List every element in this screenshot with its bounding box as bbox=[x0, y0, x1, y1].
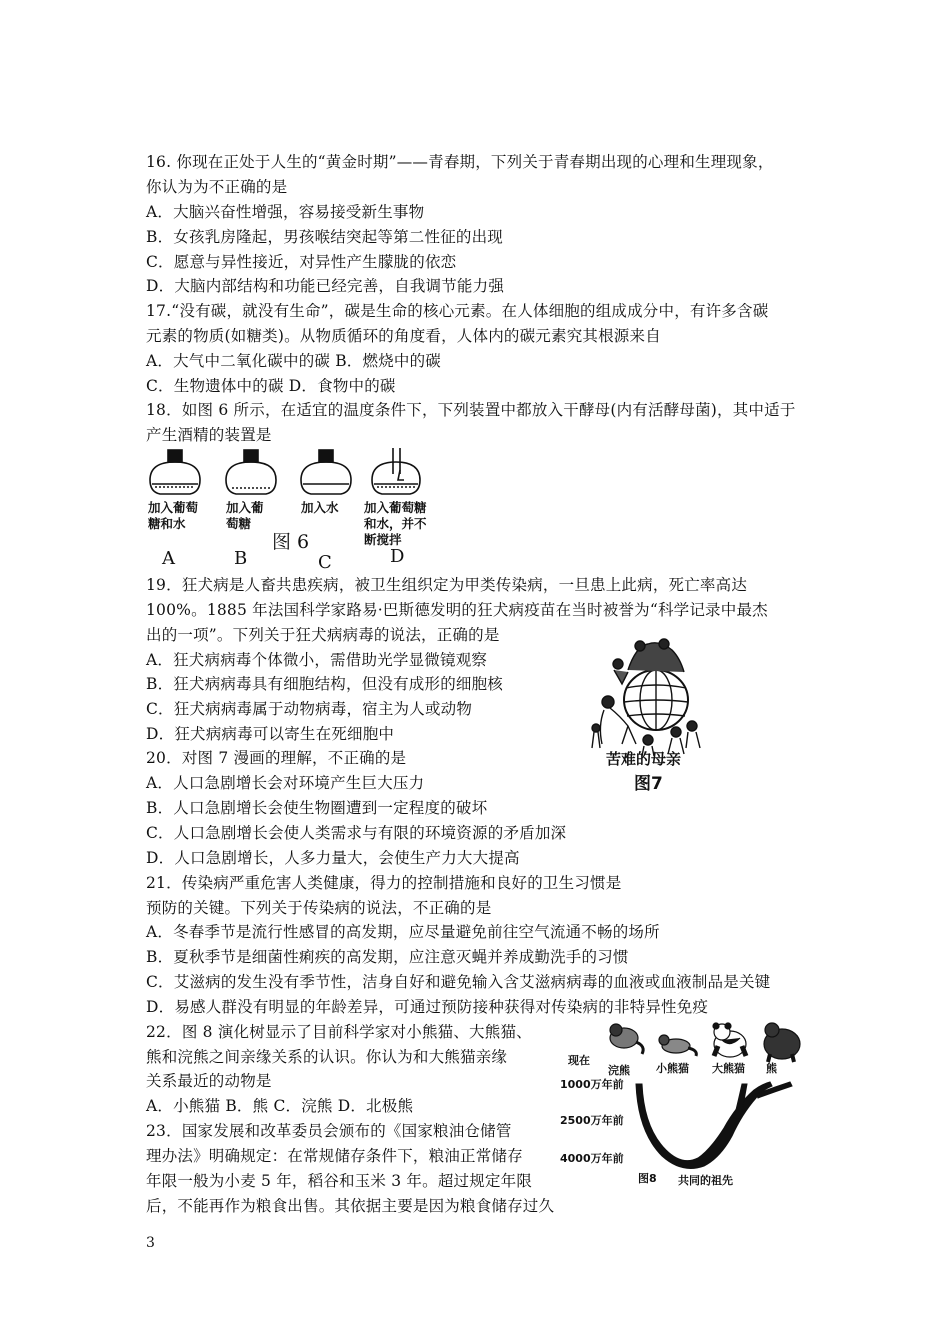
q19-stem-line2: 100%。1885 年法国科学家路易·巴斯德发明的狂犬病疫苗在当时被誉为“科学记录中最杰 bbox=[146, 601, 768, 619]
figure-7 bbox=[588, 636, 714, 796]
q16-option-b: B．女孩乳房隆起，男孩喉结突起等第二性征的出现 bbox=[146, 228, 503, 246]
q19-option-d: D．狂犬病病毒可以寄生在死细胞中 bbox=[146, 725, 395, 743]
label-red-panda: 小熊猫 bbox=[656, 1062, 689, 1075]
q21-stem-line1: 21．传染病严重危害人类健康，得力的控制措施和良好的卫生习惯是 bbox=[146, 874, 622, 892]
q18-stem-line2: 产生酒精的装置是 bbox=[146, 426, 272, 444]
q19-stem-line1: 19．狂犬病是人畜共患疾病，被卫生组织定为甲类传染病，一旦患上此病，死亡率高达 bbox=[146, 576, 748, 594]
flask-a-label-1: 加入葡萄 bbox=[148, 500, 199, 515]
q23-stem-line2: 理办法》明确规定：在常规储存条件下，粮油正常储存 bbox=[146, 1147, 523, 1165]
q20-option-b: B．人口急剧增长会使生物圈遭到一定程度的破坏 bbox=[146, 799, 488, 817]
q22-stem-line3: 关系最近的动物是 bbox=[146, 1072, 272, 1090]
q21-option-b: B．夏秋季节是细菌性痢疾的高发期，应注意灭蝇并养成勤洗手的习惯 bbox=[146, 948, 629, 966]
flask-d-label-2: 和水，并不 bbox=[364, 516, 427, 531]
raccoon-drawing bbox=[610, 1024, 643, 1054]
q16-stem-line1: 16. 你现在正处于人生的“黄金时期”——青春期，下列关于青春期出现的心理和生理现象， bbox=[146, 153, 774, 171]
figure-8 bbox=[558, 1018, 808, 1194]
q16-option-d: D．大脑内部结构和功能已经完善，自我调节能力强 bbox=[146, 277, 505, 295]
figure-6-drawing bbox=[146, 446, 456, 572]
page-number: 3 bbox=[146, 1235, 155, 1251]
bear-drawing bbox=[764, 1023, 800, 1062]
figure-6 bbox=[146, 446, 456, 572]
q20-option-d: D．人口急剧增长，人多力量大，会使生产力大大提高 bbox=[146, 849, 520, 867]
figure-7-caption: 图7 bbox=[634, 774, 663, 794]
q16-stem-line2: 你认为为不正确的是 bbox=[146, 178, 288, 196]
q20-option-c: C．人口急剧增长会使人类需求与有限的环境资源的矛盾加深 bbox=[146, 824, 567, 842]
q19-option-b: B．狂犬病病毒具有细胞结构，但没有成形的细胞核 bbox=[146, 675, 503, 693]
flask-b-label-2: 萄糖 bbox=[226, 516, 252, 531]
q23-stem-line4: 后，不能再作为粮食出售。其依据主要是因为粮食储存过久 bbox=[146, 1197, 555, 1215]
q17-options-cd: C．生物遗体中的碳 D．食物中的碳 bbox=[146, 377, 396, 395]
label-giant-panda: 大熊猫 bbox=[712, 1062, 745, 1075]
flask-b bbox=[226, 450, 276, 494]
q21-option-d: D．易感人群没有明显的年龄差异，可通过预防接种获得对传染病的非特异性免疫 bbox=[146, 998, 709, 1016]
flask-b-letter: B bbox=[234, 548, 248, 569]
flask-a bbox=[150, 450, 200, 494]
time-label-1000: 1000万年前 bbox=[560, 1078, 624, 1091]
q22-options: A．小熊猫 B．熊 C．浣熊 D．北极熊 bbox=[146, 1097, 414, 1115]
figure-8-caption: 图8 bbox=[638, 1172, 657, 1185]
q16-option-c: C．愿意与异性接近，对异性产生朦胧的依恋 bbox=[146, 253, 457, 271]
q19-stem-line3: 出的一项”。下列关于狂犬病病毒的说法，正确的是 bbox=[146, 626, 500, 644]
q23-stem-line1: 23．国家发展和改革委员会颁布的《国家粮油仓储管 bbox=[146, 1122, 512, 1140]
flask-b-label-1: 加入葡 bbox=[226, 500, 264, 515]
q22-stem-line2: 熊和浣熊之间亲缘关系的认识。你认为和大熊猫亲缘 bbox=[146, 1048, 508, 1066]
q16-option-a: A．大脑兴奋性增强，容易接受新生事物 bbox=[146, 203, 425, 221]
q20-stem: 20．对图 7 漫画的理解，不正确的是 bbox=[146, 749, 407, 767]
flask-c-label-1: 加入水 bbox=[301, 500, 339, 515]
flask-a-label-2: 糖和水 bbox=[148, 516, 186, 531]
time-label-4000: 4000万年前 bbox=[560, 1152, 624, 1165]
q23-stem-line3: 年限一般为小麦 5 年，稻谷和玉米 3 年。超过规定年限 bbox=[146, 1172, 533, 1190]
flask-c-letter: C bbox=[318, 552, 332, 572]
flask-d-letter: D bbox=[390, 546, 405, 567]
flask-d bbox=[372, 448, 420, 494]
q17-stem-line2: 元素的物质(如糖类)。从物质循环的角度看，人体内的碳元素究其根源来自 bbox=[146, 327, 661, 345]
red-panda-drawing bbox=[659, 1035, 696, 1056]
q17-options-ab: A．大气中二氧化碳中的碳 B．燃烧中的碳 bbox=[146, 352, 442, 370]
q17-stem-line1: 17.“没有碳，就没有生命”，碳是生命的核心元素。在人体细胞的组成成分中，有许多含碳 bbox=[146, 302, 769, 320]
time-label-2500: 2500万年前 bbox=[560, 1114, 624, 1127]
figure-8-now-label: 现在 bbox=[568, 1054, 590, 1067]
label-raccoon: 浣熊 bbox=[608, 1064, 630, 1077]
q19-option-c: C．狂犬病病毒属于动物病毒，宿主为人或动物 bbox=[146, 700, 473, 718]
figure-6-caption: 图 6 bbox=[272, 531, 310, 553]
giant-panda-drawing bbox=[713, 1023, 746, 1057]
flask-c bbox=[301, 450, 351, 494]
q21-stem-line2: 预防的关键。下列关于传染病的说法，不正确的是 bbox=[146, 899, 492, 917]
label-bear: 熊 bbox=[766, 1062, 777, 1075]
q20-option-a: A．人口急剧增长会对环境产生巨大压力 bbox=[146, 774, 425, 792]
q21-option-a: A．冬春季节是流行性感冒的高发期，应尽量避免前往空气流通不畅的场所 bbox=[146, 923, 660, 941]
q19-option-a: A．狂犬病病毒个体微小，需借助光学显微镜观察 bbox=[146, 651, 488, 669]
figure-8-root-label: 共同的祖先 bbox=[678, 1174, 733, 1187]
q22-stem-line1: 22．图 8 演化树显示了目前科学家对小熊猫、大熊猫、 bbox=[146, 1023, 532, 1041]
figure-8-tree bbox=[558, 1018, 808, 1194]
flask-d-label-1: 加入葡萄糖 bbox=[364, 500, 427, 515]
figure-7-cartoon bbox=[588, 636, 714, 796]
q21-option-c: C．艾滋病的发生没有季节性，洁身自好和避免输入含艾滋病病毒的血液或血液制品是关键 bbox=[146, 973, 771, 991]
flask-d-label-3: 断搅拌 bbox=[364, 532, 402, 547]
figure-7-title: 苦难的母亲 bbox=[606, 750, 682, 768]
q18-stem-line1: 18．如图 6 所示，在适宜的温度条件下，下列装置中都放入干酵母(内有活酵母菌)，其中适于 bbox=[146, 401, 796, 419]
flask-a-letter: A bbox=[162, 548, 175, 569]
